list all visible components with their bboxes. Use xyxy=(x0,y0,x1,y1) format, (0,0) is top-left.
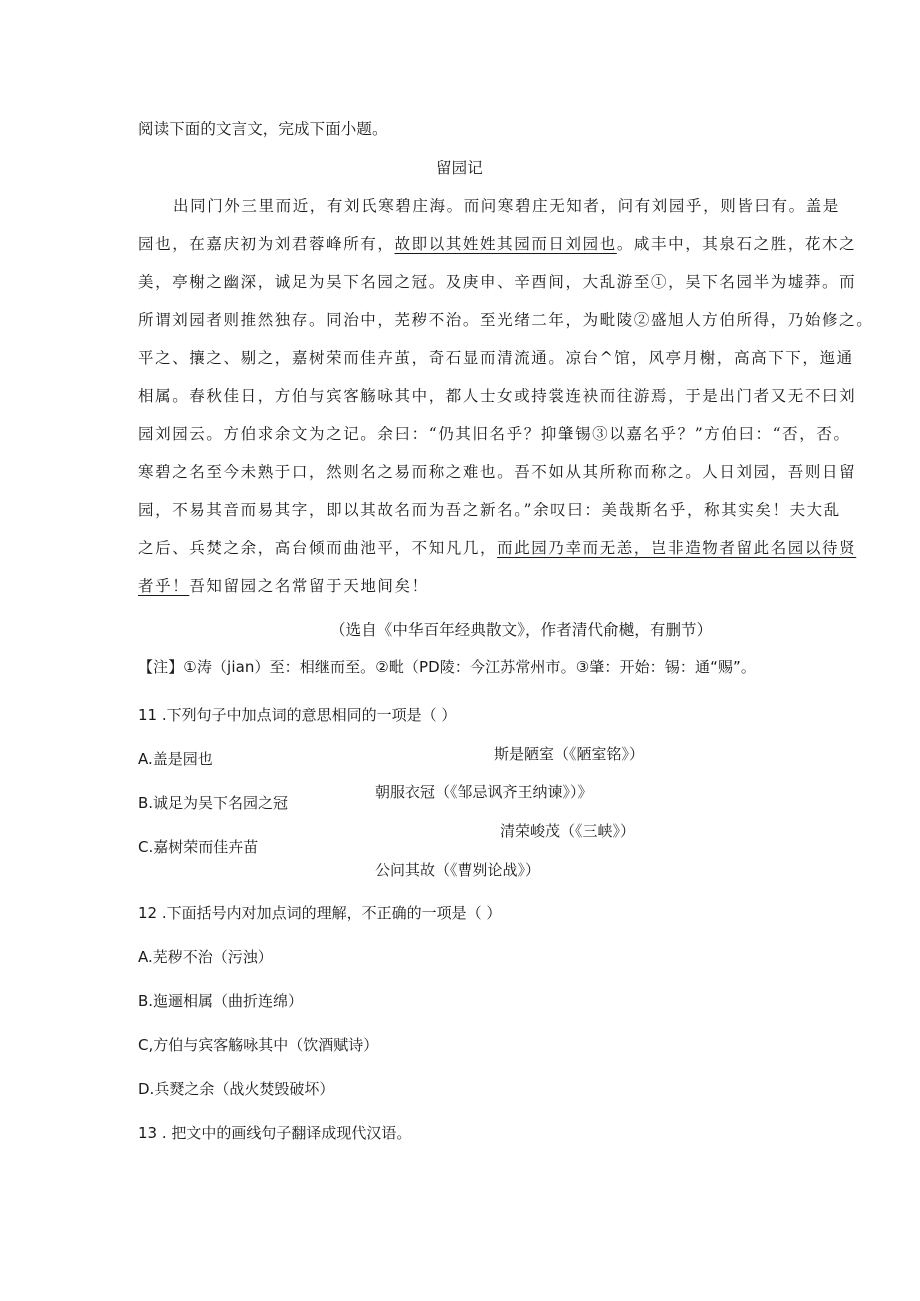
underlined-sentence-1: 故即以其姓姓其园而日刘园也 xyxy=(394,235,617,253)
passage-line: 所谓刘园者则推然独存。同治中，芜秽不治。至光绪二年，为毗陵②盛旭人方伯所得，乃始修之。 xyxy=(138,311,874,329)
option-c: C.嘉树荣而佳卉苗 xyxy=(138,838,259,856)
question-stem: 11 .下列句子中加点词的意思相同的一项是（ ） xyxy=(138,706,457,724)
passage-text: 园也，在嘉庆初为刘君蓉峰所有， xyxy=(138,235,395,253)
question-stem: 12 .下面括号内对加点词的理解，不正确的一项是（ ） xyxy=(138,904,502,922)
underlined-sentence-2: 而此园乃幸而无恙，岂非造物者留此名园以待贤 xyxy=(497,539,857,557)
passage-text: 。咸丰中，其泉石之胜，花木之 xyxy=(616,235,857,253)
passage-title: 留园记 xyxy=(436,159,483,177)
question-13-stem: 13 . 把文中的画线句子翻译成现代汉语。 xyxy=(138,1124,412,1142)
option-b-reference: 朝服衣冠（《邹忌讽齐王纳谏》）》 xyxy=(375,783,593,801)
option-b: B.诚足为吴下名园之冠 xyxy=(138,794,289,812)
passage-line xyxy=(138,232,856,254)
passage-line: 美，亭榭之幽深，诚足为吴下名园之冠。及庚申、辛酉间，大乱游至①，吴下名园半为墟莽。而 xyxy=(138,273,857,291)
passage-line: 出同门外三里而近，有刘氏寒碧庄海。而问寒碧庄无知者，问有刘园乎，则皆曰有。盖是 xyxy=(173,197,840,215)
option-a: A.芜秽不治（污浊） xyxy=(138,948,273,966)
passage-line: 相属。春秋佳日，方伯与宾客觞咏其中，都人士女或持裳连袂而往游焉，于是出门者又无不曰刘 xyxy=(138,387,857,405)
option-c-reference: 清荣峻茂（《三峡》） xyxy=(500,822,636,840)
source-citation: （选自《中华百年经典散文》，作者清代俞樾，有删节） xyxy=(330,621,713,639)
option-d-reference: 公问其故（《曹刿论战》） xyxy=(375,861,541,879)
passage-line: 寒碧之名至今未熟于口，然则名之易而称之难也。吾不如从其所称而称之。人日刘园，吾则日留 xyxy=(138,463,857,481)
option-d: D.兵燹之余（战火焚毁破坏） xyxy=(138,1080,335,1098)
option-a: A.盖是园也 xyxy=(138,750,213,768)
passage-line xyxy=(138,536,856,558)
underlined-sentence-2-end: 者乎！ xyxy=(138,577,190,595)
option-a-reference: 斯是陋室（《陋室铭》） xyxy=(494,745,645,763)
instruction: 阅读下面的文言文，完成下面小题。 xyxy=(138,120,388,138)
footnote: 【注】①涛（jian）至：相继而至。②毗（PD陵：今江苏常州市。③肇：开始：锡：通“赐”。 xyxy=(138,658,757,676)
option-c: C,方伯与宾客觞咏其中（饮酒赋诗） xyxy=(138,1036,379,1054)
passage-text: 之后、兵焚之余，高台倾而曲池平，不知凡几， xyxy=(138,539,498,557)
passage-line: 园，不易其音而易其字，即以其故名而为吾之新名。”余叹曰：美哉斯名乎，称其实矣！夫大乱 xyxy=(138,501,841,519)
option-b: B.迤逦相属（曲折连绵） xyxy=(138,992,304,1010)
passage-line: 园刘园云。方伯求余文为之记。余曰：“仍其旧名乎？抑肇锡③以嘉名乎？”方伯曰：“否，否。 xyxy=(138,425,851,443)
passage-line: 平之、攘之、剔之，嘉树荣而佳卉茧，奇石显而清流通。凉台^馆，风亭月榭，高高下下，迤通 xyxy=(138,349,854,367)
passage-line xyxy=(138,574,429,596)
passage-text: 吾知留园之名常留于天地间矣！ xyxy=(189,577,429,595)
